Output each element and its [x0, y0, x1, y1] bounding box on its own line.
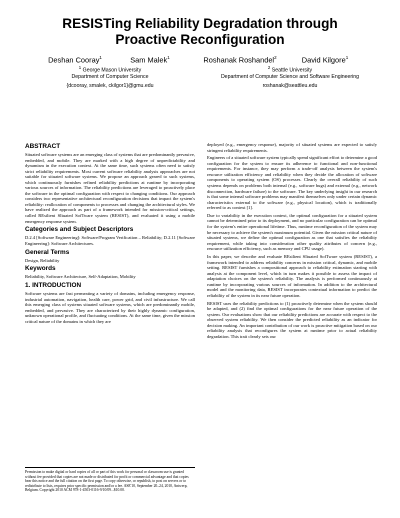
paper-title: RESISTing Reliability Degradation through Proactive Reconfiguration	[62, 16, 338, 47]
categories-heading: Categories and Subject Descriptors	[25, 226, 134, 234]
author-2: Sam Malek$^1$	[130, 55, 170, 65]
abstract-text: Situated software systems are an emerging class of systems that are predominantly pervasive, embedded, and mobile. They are marked with a high degree of unpredictability and dynamism in the execution context. At the same time, such systems often need to satisfy strict reliability requirements. Most current software reliability analysis approaches are not suitable for situated software systems. We propose an approach geared to such systems, which continuously furnishes refined reliability predictions at runtime by incorporating various sources of information. The reliability predictions are leveraged to proactively place the software in the optimal configuration with respect to changing conditions. Our approach considers two representative architectural reconfiguration decisions that impact the system's reliability: reallocation of components to processes and changing the architectural styles. We have realized the approach as part of a framework intended for mission-critical settings, called REsilient SItuated SofTware system (RESIST), and evaluated it using a mobile emergency response system.	[25, 152, 195, 224]
author-block	[0, 55, 400, 91]
general-terms-text: Design, Reliability	[25, 257, 60, 263]
right-paragraph-2: Engineers of a situated software system typically spend significant effort to determine a good configuration for the system to ensure its adherence to functional and non-functional requirements. For instance, they may perform a trade-off analysis between the system's resource utilization efficiency and reliability when they decide the allocation of software components to operating system (OS) processes. Clearly the overall reliability of such systems depends on problems both internal (e.g., software bugs) and external (e.g., network disconnection, hardware failure) to the software. The key underlying insight in our research is that some internal software problems may manifest themselves only under certain dynamic characteristics external to the software (e.g., physical location), which is traditionally referred to as context [1].	[207, 155, 377, 211]
introduction-text: Software systems are fast permeating a variety of domains, including emergency response, industrial automation, navigation, health care, power grid, and civil infrastructure. We call this emerging class of systems situated software systems, which are predominantly mobile, embedded, and pervasive. They are characterized by their highly dynamic configuration, unknown operational profile, and fluctuating conditions. At the same time, given the mission critical nature of the domains in which they are	[25, 291, 195, 324]
introduction-heading: 1. INTRODUCTION	[25, 282, 82, 290]
categories-text: D.2.4 [Software Engineering]: Software/Program Verification – Reliability; D.2.11 [Software Engineering]: Software Architectures.	[25, 235, 195, 246]
general-terms-heading: General Terms	[25, 248, 70, 256]
keywords-text: Reliability, Software Architecture, Self-Adaptation, Mobility	[25, 274, 136, 280]
affiliation-1: $^1$ George Mason University Department of Computer Science {dcooray, smalek, ckilgor1}@gmu.edu	[30, 65, 190, 89]
keywords-heading: Keywords	[25, 265, 56, 273]
right-paragraph-1: deployed (e.g., emergency response), majority of situated systems are expected to satisfy stringent reliability requirements.	[207, 142, 377, 153]
right-paragraph-3: Due to variability in the execution context, the optimal configuration for a situated system cannot be determined prior to its deployment, and no particular configuration can be optimal for the system's entire operational lifetime. Thus, runtime reconfiguration of the system may be necessary to achieve the system's maximum potential. Given the mission critical nature of situated systems, we define the optimal configuration as one that satisfies the reliability requirement, while taking into consideration other quality attributes of concern (e.g., resource utilization efficiency, such as memory and CPU usage).	[207, 212, 377, 252]
right-column	[207, 142, 377, 342]
email-2: roshanak@seattleu.edu	[262, 82, 318, 89]
email-1: {dcooray, smalek, ckilgor1}@gmu.edu	[66, 82, 154, 89]
author-4: David Kilgore$^1$	[301, 55, 349, 65]
copyright-footnote: Permission to make digital or hard copies of all or part of this work for personal or classroom use is granted without fee provided that copies are not made or distributed for profit or commercial advantage and that copies bear this notice and the full citation on the first page. To copy otherwise, or republish, to post on servers or to redistribute to lists, requires prior specific permission and/or a fee. ASE'10, September 20–24, 2010, Antwerp, Belgium. Copyright 2010 ACM 978-1-4503-0116-9/10/09...$10.00.	[25, 467, 195, 493]
author-3: Roshanak Roshandel$^2$	[203, 55, 277, 65]
author-1: Deshan Cooray$^1$	[48, 55, 102, 65]
abstract-heading: ABSTRACT	[25, 143, 61, 150]
right-paragraph-5: RESIST uses the reliability predictions to (1) proactively determine when the system should be adapted, and (2) find the optimal configurations for the near future operation of the system. Our evaluations show that our reliability predictions are accurate with respect to the observed system reliability. We then consider the predicted reliability as an indicator for decision making. An important contribution of our work is proactive mitigation based on our reliability analysis that reconfigures the system at runtime prior to actual reliability degradation. This trait clearly sets our	[207, 300, 377, 339]
right-paragraph-4: In this paper, we describe and evaluate REsilient SItuated SofTware system (RESIST), a framework intended to address reliability concerns in mission critical, dynamic, and mobile setting. RESIST furnishes a compositional approach to reliability estimation starting with analysis at the component level, which in turn makes it possible to assess the impact of adaptation choices on the system's reliability. The analysis is performed continuously at runtime by incorporating various sources of information. In addition to the architectural model and the monitoring data, RESIST incorporates contextual information to predict the reliability of the system in its near future operation.	[207, 253, 377, 298]
affiliation-2: $^2$ Seattle University Department of Computer Science and Software Engineering roshanak@seattleu.edu	[200, 65, 380, 89]
left-column	[25, 143, 195, 327]
